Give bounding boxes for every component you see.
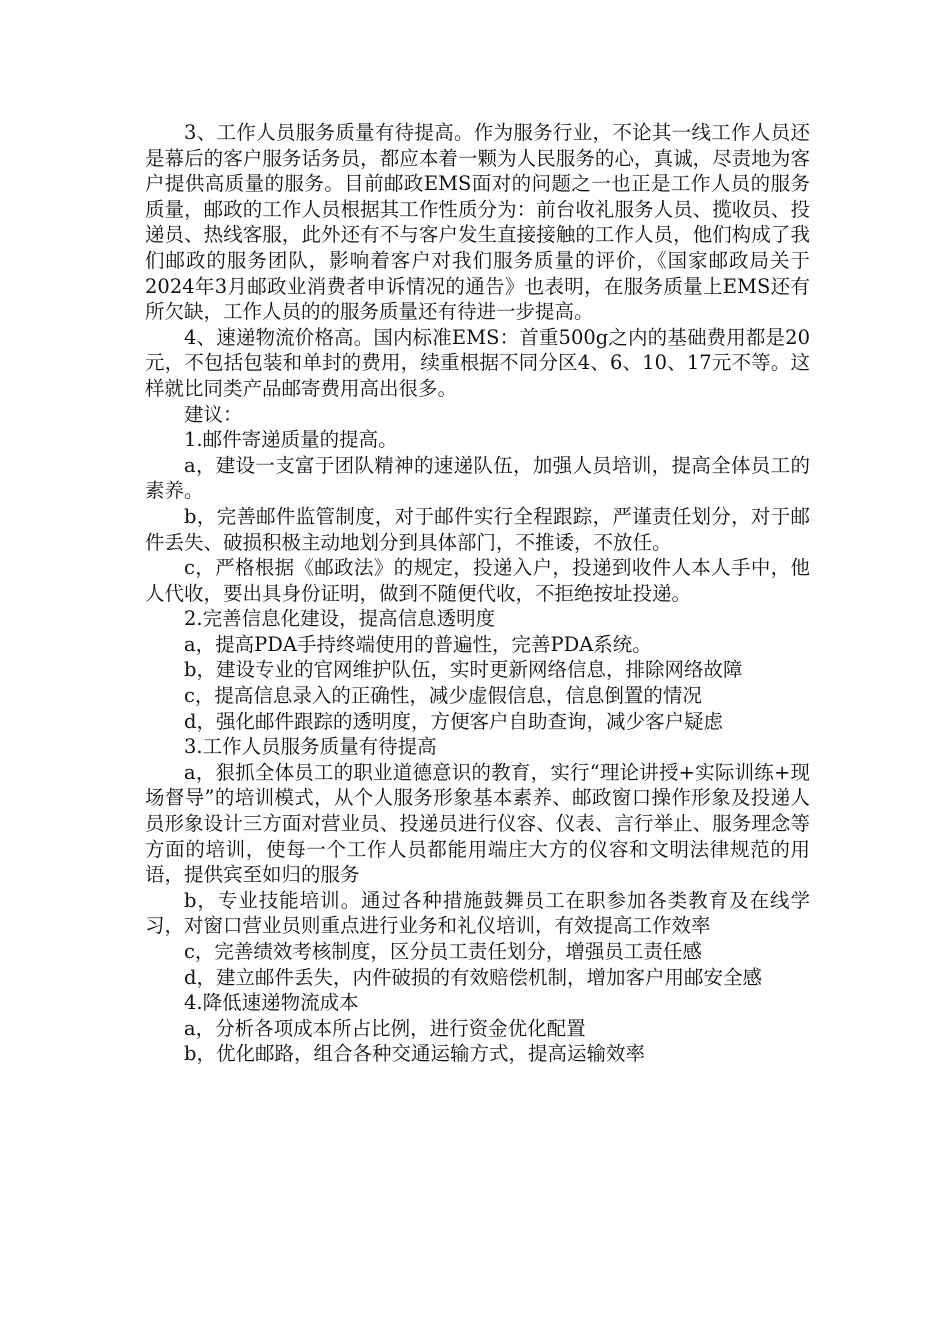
list-item: a，提高PDA手持终端使用的普遍性，完善PDA系统。 (184, 632, 652, 656)
list-item: b，完善邮件监管制度，对于邮件实行全程跟踪，严谨责任划分，对于邮件丢失、破损积极主动地划分到具体部门，不推诿，不放任。 (145, 504, 810, 554)
list-item: b，专业技能培训。通过各种措施鼓舞员工在职参加各类教育及在线学习，对窗口营业员则重点进行业务和礼仪培训，有效提高工作效率 (145, 888, 810, 938)
section-heading-3: 3.工作人员服务质量有待提高 (184, 735, 437, 759)
list-item: d，强化邮件跟踪的透明度，方便客户自助查询，减少客户疑虑 (184, 709, 723, 733)
list-item: a，狠抓全体员工的职业道德意识的教育，实行“理论讲授+实际训练+现场督导”的培训模式，从个人服务形象基本素养、邮政窗口操作形象及投递人员形象设计三方面对营业员、投递员进行仪容、仪表、言行举止、服务理念等方面的培训，使每一个工作人员都能用端庄大方的仪容和文明法律规范的用语，提供宾至如归的服务 (145, 760, 810, 887)
list-item: a，分析各项成本所占比例，进行资金优化配置 (184, 1016, 586, 1040)
list-item: d，建立邮件丢失，内件破损的有效赔偿机制，增加客户用邮安全感 (184, 965, 762, 989)
list-item: b，优化邮路，组合各种交通运输方式，提高运输效率 (184, 1042, 645, 1066)
section-heading-1: 1.邮件寄递质量的提高。 (184, 428, 398, 452)
document-body (145, 120, 810, 1067)
list-item: b，建设专业的官网维护队伍，实时更新网络信息，排除网络故障 (184, 658, 743, 682)
list-item: c，提高信息录入的正确性，减少虚假信息，信息倒置的情况 (184, 684, 702, 708)
section-heading-2: 2.完善信息化建设，提高信息透明度 (184, 607, 496, 631)
list-item: a，建设一支富于团队精神的速递队伍，加强人员培训，提高全体员工的素养。 (145, 453, 810, 503)
list-item: c，完善绩效考核制度，区分员工责任划分，增强员工责任感 (184, 940, 702, 963)
heading-suggestions: 建议： (184, 402, 243, 426)
section-heading-4: 4.降低速递物流成本 (184, 991, 359, 1015)
paragraph-service-quality: 3、工作人员服务质量有待提高。作为服务行业，不论其一线工作人员还是幕后的客户服务话务员，都应本着一颗为人民服务的心，真诚，尽责地为客户提供高质量的服务。目前邮政EMS面对的问题之一也正是工作人员的服务质量，邮政的工作人员根据其工作性质分为：前台收礼服务人员、揽收员、投递员、热线客服，此外还有不与客户发生直接接触的工作人员，他们构成了我们邮政的服务团队，影响着客户对我们服务质量的评价，《国家邮政局关于2024年3月邮政业消费者申诉情况的通告》也表明，在服务质量上EMS还有所欠缺，工作人员的的服务质量还有待进一步提高。 (145, 121, 810, 324)
paragraph-price: 4、速递物流价格高。国内标准EMS：首重500g之内的基础费用都是20元，不包括包装和单封的费用，续重根据不同分区4、6、10、17元不等。这样就比同类产品邮寄费用高出很多。 (145, 325, 810, 400)
list-item: c，严格根据《邮政法》的规定，投递入户，投递到收件人本人手中，他人代收，要出具身份证明，做到不随便代收，不拒绝按址投递。 (145, 556, 810, 605)
